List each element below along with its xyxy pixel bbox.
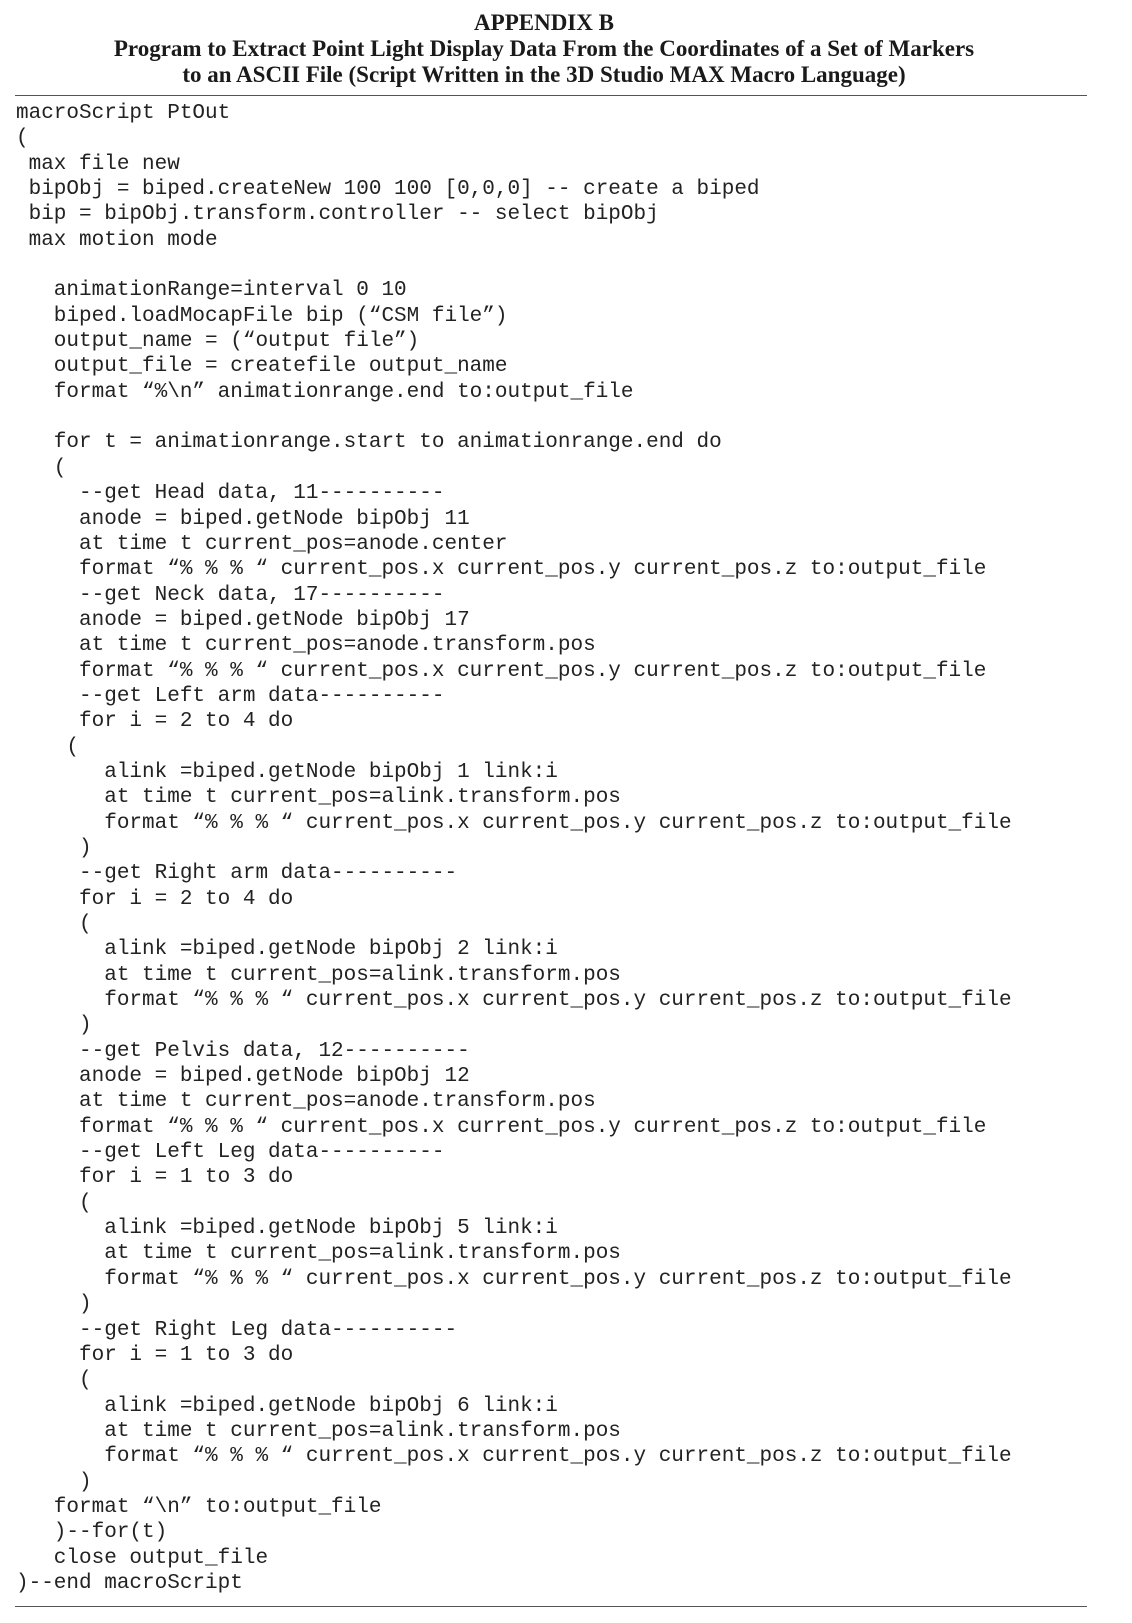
code-line: alink =biped.getNode bipObj 2 link:i	[16, 938, 558, 962]
code-line: max file new	[16, 152, 180, 176]
code-line: format “% % % “ current_pos.x current_pos.y current_pos.z to:output_file	[16, 659, 987, 683]
code-line: at time t current_pos=alink.transform.pos	[16, 963, 621, 987]
code-line: anode = biped.getNode bipObj 17	[16, 608, 470, 632]
code-line	[16, 405, 1012, 430]
code-line: alink =biped.getNode bipObj 5 link:i	[16, 1217, 558, 1241]
code-line: --get Left arm data----------	[16, 684, 445, 708]
code-line: for i = 2 to 4 do	[16, 887, 294, 911]
appendix-subtitle-line-2: to an ASCII File (Script Written in the 3D Studio MAX Macro Language)	[182, 62, 906, 87]
code-line: bipObj = biped.createNew 100 100 [0,0,0] -- create a biped	[16, 178, 760, 202]
code-line: for t = animationrange.start to animationrange.end do	[16, 431, 722, 455]
code-line: --get Head data, 11----------	[16, 482, 445, 506]
code-line: (	[16, 456, 67, 480]
code-line: close output_file	[16, 1546, 269, 1570]
code-line: format “%\n” animationrange.end to:output_file	[16, 380, 634, 404]
code-line: at time t current_pos=anode.transform.pos	[16, 1090, 596, 1114]
code-line: --get Neck data, 17----------	[16, 583, 445, 607]
code-listing	[16, 101, 1012, 1596]
appendix-header	[0, 10, 1088, 88]
code-line: --get Left Leg data----------	[16, 1141, 445, 1165]
code-line: anode = biped.getNode bipObj 11	[16, 507, 470, 531]
code-line: output_file = createfile output_name	[16, 355, 508, 379]
code-line: at time t current_pos=alink.transform.pos	[16, 1419, 621, 1443]
appendix-subtitle-line-1: Program to Extract Point Light Display Data From the Coordinates of a Set of Markers	[113, 36, 975, 61]
code-line: format “% % % “ current_pos.x current_pos.y current_pos.z to:output_file	[16, 1445, 1012, 1469]
bottom-divider	[15, 1606, 1087, 1607]
code-line: macroScript PtOut	[16, 102, 231, 125]
code-line: (	[16, 1191, 92, 1215]
code-line: at time t current_pos=alink.transform.pos	[16, 786, 621, 810]
code-line: (	[16, 735, 80, 759]
code-line: (	[16, 127, 29, 151]
code-line: format “% % % “ current_pos.x current_pos.y current_pos.z to:output_file	[16, 1115, 987, 1139]
code-line: )--for(t)	[16, 1521, 168, 1545]
appendix-title: APPENDIX B	[474, 10, 614, 35]
code-line: format “\n” to:output_file	[16, 1495, 382, 1519]
code-line: )	[16, 836, 92, 860]
code-line: )	[16, 1014, 92, 1038]
code-line: alink =biped.getNode bipObj 6 link:i	[16, 1394, 558, 1418]
code-line: for i = 1 to 3 do	[16, 1343, 294, 1367]
code-line: )--end macroScript	[16, 1571, 243, 1595]
top-divider	[15, 95, 1087, 96]
code-line: format “% % % “ current_pos.x current_pos.y current_pos.z to:output_file	[16, 558, 987, 582]
code-line: format “% % % “ current_pos.x current_pos.y current_pos.z to:output_file	[16, 811, 1012, 835]
code-line: biped.loadMocapFile bip (“CSM file”)	[16, 304, 508, 328]
code-line: (	[16, 1369, 92, 1393]
code-line: for i = 2 to 4 do	[16, 710, 294, 734]
code-line	[16, 253, 1012, 278]
code-line: )	[16, 1470, 92, 1494]
code-line: animationRange=interval 0 10	[16, 279, 407, 303]
code-line: at time t current_pos=alink.transform.pos	[16, 1242, 621, 1266]
code-line: for i = 1 to 3 do	[16, 1166, 294, 1190]
code-line: at time t current_pos=anode.center	[16, 532, 508, 556]
code-line: --get Right arm data----------	[16, 862, 458, 886]
code-line: bip = bipObj.transform.controller -- select bipObj	[16, 203, 659, 227]
code-line: (	[16, 913, 92, 936]
code-line: at time t current_pos=anode.transform.pos	[16, 634, 596, 658]
code-line: output_name = (“output file”)	[16, 330, 420, 354]
code-line: )	[16, 1293, 92, 1317]
code-line: format “% % % “ current_pos.x current_pos.y current_pos.z to:output_file	[16, 1267, 1012, 1291]
code-line: --get Pelvis data, 12----------	[16, 1039, 470, 1063]
code-line: --get Right Leg data----------	[16, 1318, 458, 1342]
code-line: anode = biped.getNode bipObj 12	[16, 1065, 470, 1089]
code-line: format “% % % “ current_pos.x current_pos.y current_pos.z to:output_file	[16, 989, 1012, 1013]
code-line: alink =biped.getNode bipObj 1 link:i	[16, 760, 558, 784]
code-line: max motion mode	[16, 228, 218, 252]
